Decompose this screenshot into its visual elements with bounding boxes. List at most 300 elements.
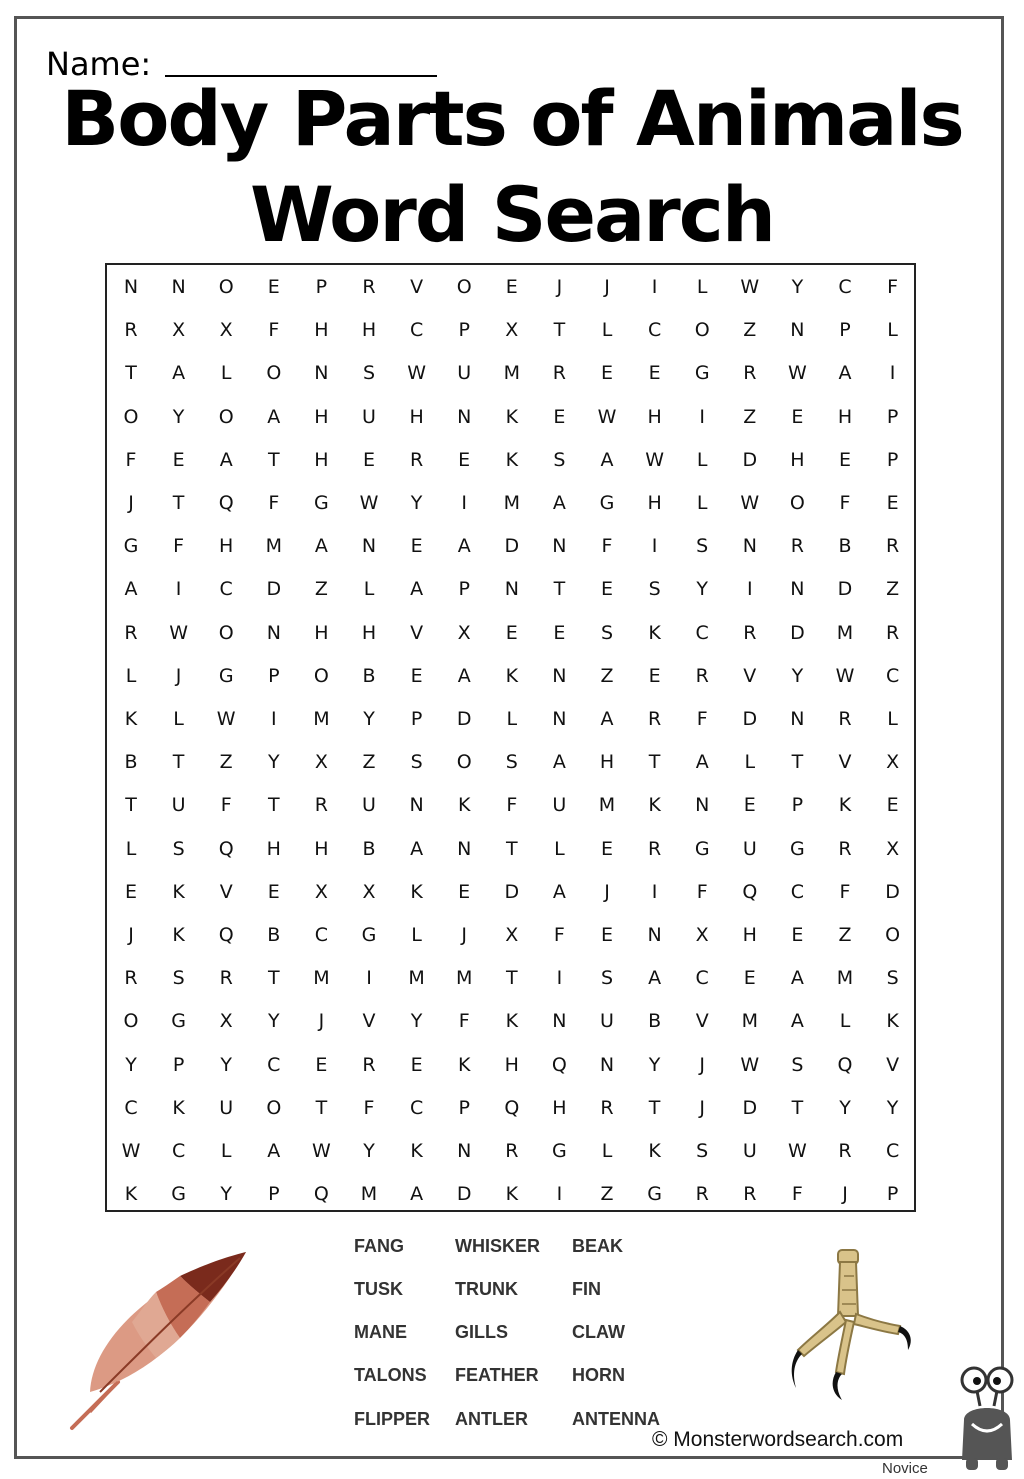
grid-letter[interactable]: M: [313, 967, 330, 990]
grid-letter[interactable]: G: [599, 492, 615, 514]
grid-letter[interactable]: I: [699, 405, 705, 428]
grid-letter[interactable]: E: [267, 276, 280, 298]
grid-letter[interactable]: W: [787, 1140, 807, 1162]
grid-letter[interactable]: K: [457, 794, 471, 817]
grid-letter[interactable]: Y: [696, 578, 708, 601]
grid-letter[interactable]: A: [410, 1183, 424, 1206]
grid-letter[interactable]: K: [505, 405, 519, 428]
grid-letter[interactable]: R: [838, 837, 852, 860]
grid-letter[interactable]: L: [125, 837, 137, 860]
grid-letter[interactable]: E: [362, 448, 375, 471]
grid-letter[interactable]: D: [504, 880, 520, 903]
grid-letter[interactable]: N: [457, 405, 472, 428]
grid-letter[interactable]: M: [360, 1183, 378, 1206]
grid-letter[interactable]: Y: [220, 1183, 232, 1206]
grid-letter[interactable]: P: [268, 664, 280, 687]
grid-letter[interactable]: A: [552, 880, 566, 903]
grid-letter[interactable]: M: [503, 492, 520, 514]
grid-letter[interactable]: W: [835, 664, 855, 687]
grid-letter[interactable]: P: [791, 794, 804, 817]
grid-letter[interactable]: O: [266, 1096, 282, 1119]
grid-letter[interactable]: R: [885, 535, 900, 558]
grid-letter[interactable]: S: [172, 837, 185, 860]
grid-letter[interactable]: A: [457, 664, 471, 687]
grid-letter[interactable]: Y: [839, 1096, 851, 1119]
grid-letter[interactable]: R: [314, 794, 328, 817]
grid-letter[interactable]: R: [743, 1183, 757, 1206]
grid-letter[interactable]: O: [313, 664, 329, 687]
grid-letter[interactable]: M: [836, 621, 854, 644]
grid-letter[interactable]: H: [361, 621, 377, 644]
grid-letter[interactable]: G: [790, 837, 805, 860]
grid-letter[interactable]: H: [314, 837, 329, 860]
grid-letter[interactable]: W: [740, 1053, 760, 1076]
grid-letter[interactable]: R: [124, 621, 138, 644]
grid-letter[interactable]: O: [218, 405, 234, 428]
grid-letter[interactable]: Q: [742, 880, 758, 903]
grid-letter[interactable]: E: [886, 492, 899, 514]
grid-letter[interactable]: K: [124, 1183, 138, 1206]
grid-letter[interactable]: E: [410, 664, 423, 687]
grid-letter[interactable]: L: [601, 319, 613, 342]
grid-letter[interactable]: Z: [314, 578, 328, 601]
grid-letter[interactable]: L: [744, 751, 756, 774]
grid-letter[interactable]: E: [124, 880, 137, 903]
grid-letter[interactable]: N: [123, 276, 139, 298]
grid-letter[interactable]: O: [123, 1010, 139, 1033]
grid-letter[interactable]: F: [220, 794, 232, 817]
grid-letter[interactable]: W: [740, 492, 760, 514]
grid-letter[interactable]: E: [315, 1053, 328, 1076]
grid-letter[interactable]: V: [695, 1010, 709, 1033]
grid-letter[interactable]: X: [219, 319, 233, 342]
grid-letter[interactable]: E: [648, 362, 661, 385]
grid-letter[interactable]: K: [886, 1010, 899, 1033]
grid-letter[interactable]: O: [885, 924, 901, 946]
grid-letter[interactable]: C: [695, 621, 709, 644]
grid-letter[interactable]: K: [410, 880, 423, 903]
grid-letter[interactable]: U: [600, 1010, 614, 1033]
grid-letter[interactable]: W: [169, 621, 188, 644]
grid-letter[interactable]: T: [791, 751, 804, 774]
grid-letter[interactable]: S: [600, 621, 614, 644]
grid-letter[interactable]: E: [648, 664, 661, 687]
grid-letter[interactable]: G: [171, 1183, 186, 1206]
grid-letter[interactable]: W: [216, 708, 236, 730]
grid-letter[interactable]: N: [171, 276, 186, 298]
grid-letter[interactable]: E: [886, 794, 899, 817]
grid-letter[interactable]: R: [695, 664, 709, 687]
grid-letter[interactable]: N: [552, 708, 567, 730]
grid-letter[interactable]: J: [175, 664, 182, 687]
grid-letter[interactable]: N: [742, 535, 757, 558]
grid-letter[interactable]: N: [790, 578, 805, 601]
grid-letter[interactable]: R: [790, 535, 804, 558]
grid-letter[interactable]: M: [503, 362, 520, 385]
grid-letter[interactable]: K: [648, 1140, 661, 1162]
grid-letter[interactable]: I: [746, 578, 753, 601]
grid-letter[interactable]: F: [506, 794, 518, 817]
grid-letter[interactable]: G: [361, 924, 377, 946]
grid-letter[interactable]: L: [220, 1140, 232, 1162]
grid-letter[interactable]: O: [218, 276, 234, 298]
grid-letter[interactable]: U: [742, 837, 757, 860]
grid-letter[interactable]: Y: [648, 1053, 661, 1076]
grid-letter[interactable]: S: [648, 578, 661, 601]
grid-letter[interactable]: Z: [838, 924, 852, 946]
grid-letter[interactable]: E: [600, 924, 613, 946]
grid-letter[interactable]: E: [505, 276, 518, 298]
grid-letter[interactable]: S: [172, 967, 185, 990]
grid-letter[interactable]: A: [552, 751, 566, 774]
grid-letter[interactable]: Z: [743, 319, 757, 342]
grid-letter[interactable]: R: [600, 1096, 614, 1119]
grid-letter[interactable]: J: [556, 276, 563, 298]
grid-letter[interactable]: A: [172, 362, 186, 385]
grid-letter[interactable]: L: [696, 276, 708, 298]
grid-letter[interactable]: M: [265, 535, 282, 558]
grid-letter[interactable]: N: [552, 535, 567, 558]
grid-letter[interactable]: W: [121, 1140, 141, 1162]
grid-letter[interactable]: A: [600, 708, 614, 730]
grid-letter[interactable]: P: [315, 276, 328, 298]
grid-letter[interactable]: S: [791, 1053, 804, 1076]
grid-letter[interactable]: O: [123, 405, 139, 428]
grid-letter[interactable]: U: [219, 1096, 234, 1119]
grid-letter[interactable]: K: [172, 924, 185, 946]
grid-letter[interactable]: H: [314, 405, 329, 428]
grid-letter[interactable]: Y: [125, 1053, 137, 1076]
grid-letter[interactable]: R: [743, 362, 757, 385]
grid-letter[interactable]: Y: [267, 1010, 280, 1033]
grid-letter[interactable]: P: [410, 708, 423, 730]
grid-letter[interactable]: T: [172, 492, 185, 514]
grid-letter[interactable]: S: [600, 967, 614, 990]
grid-letter[interactable]: N: [457, 837, 472, 860]
grid-letter[interactable]: P: [268, 1183, 280, 1206]
grid-letter[interactable]: G: [552, 1140, 567, 1162]
grid-letter[interactable]: F: [458, 1010, 470, 1033]
grid-letter[interactable]: Q: [504, 1096, 520, 1119]
grid-letter[interactable]: J: [699, 1096, 705, 1119]
grid-letter[interactable]: F: [791, 1183, 803, 1206]
grid-letter[interactable]: Q: [837, 1053, 853, 1076]
grid-letter[interactable]: S: [696, 535, 709, 558]
grid-letter[interactable]: R: [505, 1140, 519, 1162]
grid-letter[interactable]: B: [124, 751, 138, 774]
grid-letter[interactable]: A: [552, 492, 566, 514]
grid-letter[interactable]: R: [219, 967, 233, 990]
grid-letter[interactable]: Q: [218, 924, 234, 946]
grid-letter[interactable]: J: [318, 1010, 325, 1033]
grid-letter[interactable]: C: [314, 924, 329, 946]
grid-letter[interactable]: V: [838, 751, 852, 774]
grid-letter[interactable]: A: [267, 1140, 281, 1162]
grid-letter[interactable]: C: [171, 1140, 186, 1162]
grid-letter[interactable]: R: [124, 319, 138, 342]
grid-letter[interactable]: F: [268, 492, 280, 514]
grid-letter[interactable]: W: [407, 362, 426, 385]
grid-letter[interactable]: I: [556, 1183, 563, 1206]
grid-letter[interactable]: F: [839, 880, 851, 903]
grid-letter[interactable]: W: [311, 1140, 331, 1162]
grid-letter[interactable]: Y: [886, 1096, 899, 1119]
grid-letter[interactable]: T: [267, 967, 280, 990]
grid-letter[interactable]: E: [791, 405, 804, 428]
grid-letter[interactable]: T: [553, 319, 566, 342]
grid-letter[interactable]: I: [175, 578, 182, 601]
grid-letter[interactable]: N: [314, 362, 329, 385]
grid-letter[interactable]: S: [505, 751, 518, 774]
grid-letter[interactable]: J: [461, 924, 467, 946]
grid-letter[interactable]: T: [648, 751, 661, 774]
grid-letter[interactable]: L: [125, 664, 137, 687]
grid-letter[interactable]: L: [506, 708, 518, 730]
grid-letter[interactable]: T: [648, 1096, 661, 1119]
grid-letter[interactable]: U: [552, 794, 567, 817]
grid-letter[interactable]: E: [600, 837, 613, 860]
grid-letter[interactable]: A: [410, 578, 424, 601]
grid-letter[interactable]: D: [742, 1096, 758, 1119]
grid-letter[interactable]: M: [741, 1010, 758, 1033]
grid-letter[interactable]: C: [124, 1096, 138, 1119]
grid-letter[interactable]: O: [789, 492, 805, 514]
grid-letter[interactable]: A: [648, 967, 662, 990]
grid-letter[interactable]: H: [314, 448, 329, 471]
grid-letter[interactable]: R: [362, 276, 376, 298]
grid-letter[interactable]: X: [695, 924, 709, 946]
grid-letter[interactable]: E: [410, 535, 423, 558]
grid-letter[interactable]: J: [128, 924, 134, 946]
grid-letter[interactable]: T: [553, 578, 566, 601]
grid-letter[interactable]: H: [504, 1053, 519, 1076]
grid-letter[interactable]: X: [362, 880, 376, 903]
grid-letter[interactable]: D: [742, 708, 758, 730]
grid-letter[interactable]: N: [790, 708, 805, 730]
grid-letter[interactable]: S: [696, 1140, 709, 1162]
grid-letter[interactable]: V: [410, 621, 424, 644]
grid-letter[interactable]: F: [696, 708, 708, 730]
grid-letter[interactable]: E: [505, 621, 518, 644]
grid-letter[interactable]: M: [408, 967, 425, 990]
grid-letter[interactable]: C: [409, 1096, 424, 1119]
grid-letter[interactable]: O: [218, 621, 234, 644]
grid-letter[interactable]: I: [651, 880, 658, 903]
grid-letter[interactable]: K: [648, 621, 661, 644]
grid-letter[interactable]: V: [219, 880, 233, 903]
grid-letter[interactable]: L: [173, 708, 184, 730]
grid-letter[interactable]: Q: [551, 1053, 567, 1076]
grid-letter[interactable]: D: [504, 535, 520, 558]
grid-letter[interactable]: P: [458, 1096, 470, 1119]
grid-letter[interactable]: A: [410, 837, 424, 860]
grid-letter[interactable]: T: [505, 967, 518, 990]
grid-letter[interactable]: X: [314, 751, 328, 774]
grid-letter[interactable]: C: [790, 880, 805, 903]
grid-letter[interactable]: Y: [172, 405, 185, 428]
grid-letter[interactable]: W: [597, 405, 617, 428]
grid-letter[interactable]: I: [461, 492, 467, 514]
grid-letter[interactable]: R: [362, 1053, 376, 1076]
grid-letter[interactable]: U: [171, 794, 186, 817]
grid-letter[interactable]: H: [647, 405, 662, 428]
grid-letter[interactable]: K: [172, 1096, 185, 1119]
grid-letter[interactable]: Y: [267, 751, 280, 774]
grid-letter[interactable]: H: [837, 405, 853, 428]
grid-letter[interactable]: X: [886, 751, 900, 774]
grid-letter[interactable]: H: [314, 621, 329, 644]
grid-letter[interactable]: R: [838, 1140, 852, 1162]
grid-letter[interactable]: P: [886, 1183, 899, 1206]
grid-letter[interactable]: N: [552, 664, 567, 687]
grid-letter[interactable]: Q: [218, 492, 234, 514]
grid-letter[interactable]: R: [647, 837, 662, 860]
grid-letter[interactable]: Y: [220, 1053, 232, 1076]
grid-letter[interactable]: W: [787, 362, 807, 385]
grid-letter[interactable]: K: [505, 1183, 519, 1206]
grid-letter[interactable]: H: [409, 405, 424, 428]
grid-letter[interactable]: O: [456, 276, 472, 298]
grid-letter[interactable]: A: [267, 405, 281, 428]
grid-letter[interactable]: W: [645, 448, 664, 471]
grid-letter[interactable]: Z: [362, 751, 376, 774]
grid-letter[interactable]: C: [838, 276, 852, 298]
grid-letter[interactable]: R: [885, 621, 900, 644]
grid-letter[interactable]: E: [600, 578, 613, 601]
grid-letter[interactable]: H: [599, 751, 615, 774]
grid-letter[interactable]: L: [601, 1140, 613, 1162]
grid-letter[interactable]: R: [409, 448, 424, 471]
grid-letter[interactable]: Q: [218, 837, 234, 860]
grid-letter[interactable]: F: [363, 1096, 375, 1119]
grid-letter[interactable]: E: [553, 621, 566, 644]
grid-letter[interactable]: I: [270, 708, 277, 730]
grid-letter[interactable]: H: [314, 319, 329, 342]
grid-letter[interactable]: J: [604, 276, 610, 298]
grid-letter[interactable]: K: [505, 448, 519, 471]
grid-letter[interactable]: W: [359, 492, 379, 514]
grid-letter[interactable]: D: [456, 708, 472, 730]
grid-letter[interactable]: S: [410, 751, 423, 774]
grid-letter[interactable]: N: [409, 794, 424, 817]
grid-letter[interactable]: P: [172, 1053, 185, 1076]
grid-letter[interactable]: B: [838, 535, 852, 558]
grid-letter[interactable]: R: [743, 621, 757, 644]
grid-letter[interactable]: X: [172, 319, 186, 342]
grid-letter[interactable]: O: [456, 751, 472, 774]
grid-letter[interactable]: D: [266, 578, 282, 601]
grid-letter[interactable]: F: [553, 924, 565, 946]
grid-letter[interactable]: K: [457, 1053, 471, 1076]
grid-letter[interactable]: E: [838, 448, 851, 471]
grid-letter[interactable]: P: [886, 405, 899, 428]
grid-letter[interactable]: L: [411, 924, 422, 946]
grid-letter[interactable]: Y: [410, 1010, 423, 1033]
grid-letter[interactable]: R: [695, 1183, 709, 1206]
grid-letter[interactable]: G: [218, 664, 234, 687]
grid-letter[interactable]: K: [410, 1140, 423, 1162]
grid-letter[interactable]: N: [361, 535, 377, 558]
grid-letter[interactable]: X: [457, 621, 471, 644]
grid-letter[interactable]: U: [742, 1140, 757, 1162]
grid-letter[interactable]: E: [791, 924, 804, 946]
grid-letter[interactable]: V: [362, 1010, 376, 1033]
grid-letter[interactable]: D: [885, 880, 900, 903]
grid-letter[interactable]: K: [505, 1010, 519, 1033]
grid-letter[interactable]: R: [552, 362, 566, 385]
grid-letter[interactable]: K: [172, 880, 185, 903]
grid-letter[interactable]: U: [362, 794, 376, 817]
grid-letter[interactable]: N: [695, 794, 710, 817]
grid-letter[interactable]: T: [315, 1096, 328, 1119]
grid-letter[interactable]: B: [362, 837, 376, 860]
grid-letter[interactable]: Z: [743, 405, 757, 428]
grid-letter[interactable]: A: [838, 362, 852, 385]
grid-letter[interactable]: I: [651, 535, 658, 558]
grid-letter[interactable]: A: [790, 1010, 804, 1033]
grid-letter[interactable]: N: [552, 1010, 567, 1033]
grid-letter[interactable]: A: [600, 448, 614, 471]
grid-letter[interactable]: Y: [791, 664, 804, 687]
grid-letter[interactable]: O: [266, 362, 282, 385]
grid-letter[interactable]: Y: [791, 276, 804, 298]
grid-letter[interactable]: U: [457, 362, 472, 385]
grid-letter[interactable]: H: [266, 837, 281, 860]
grid-letter[interactable]: D: [742, 448, 758, 471]
grid-letter[interactable]: F: [601, 535, 613, 558]
grid-letter[interactable]: X: [886, 837, 900, 860]
grid-letter[interactable]: L: [554, 837, 565, 860]
grid-letter[interactable]: V: [410, 276, 424, 298]
grid-letter[interactable]: W: [740, 276, 760, 298]
grid-letter[interactable]: A: [219, 448, 233, 471]
grid-letter[interactable]: E: [600, 362, 613, 385]
grid-letter[interactable]: E: [172, 448, 185, 471]
grid-letter[interactable]: Y: [363, 1140, 375, 1162]
grid-letter[interactable]: J: [842, 1183, 848, 1206]
grid-letter[interactable]: C: [647, 319, 662, 342]
grid-letter[interactable]: P: [458, 578, 470, 601]
grid-letter[interactable]: H: [219, 535, 234, 558]
grid-letter[interactable]: R: [647, 708, 662, 730]
grid-letter[interactable]: I: [889, 362, 896, 385]
grid-letter[interactable]: G: [123, 535, 139, 558]
grid-letter[interactable]: C: [885, 664, 900, 687]
grid-letter[interactable]: Y: [363, 708, 375, 730]
grid-letter[interactable]: A: [314, 535, 328, 558]
grid-letter[interactable]: E: [267, 880, 280, 903]
grid-letter[interactable]: A: [790, 967, 804, 990]
grid-letter[interactable]: F: [268, 319, 280, 342]
grid-letter[interactable]: P: [839, 319, 851, 342]
grid-letter[interactable]: R: [124, 967, 138, 990]
grid-letter[interactable]: N: [457, 1140, 472, 1162]
grid-letter[interactable]: N: [790, 319, 805, 342]
grid-letter[interactable]: G: [647, 1183, 662, 1206]
grid-letter[interactable]: Q: [313, 1183, 329, 1206]
grid-letter[interactable]: A: [124, 578, 138, 601]
grid-letter[interactable]: B: [267, 924, 281, 946]
grid-letter[interactable]: L: [220, 362, 232, 385]
grid-letter[interactable]: F: [839, 492, 851, 514]
grid-letter[interactable]: I: [651, 276, 658, 298]
grid-letter[interactable]: Z: [600, 664, 614, 687]
grid-letter[interactable]: E: [743, 967, 756, 990]
grid-letter[interactable]: R: [838, 708, 852, 730]
grid-letter[interactable]: C: [885, 1140, 900, 1162]
grid-letter[interactable]: X: [505, 924, 519, 946]
grid-letter[interactable]: E: [743, 794, 756, 817]
